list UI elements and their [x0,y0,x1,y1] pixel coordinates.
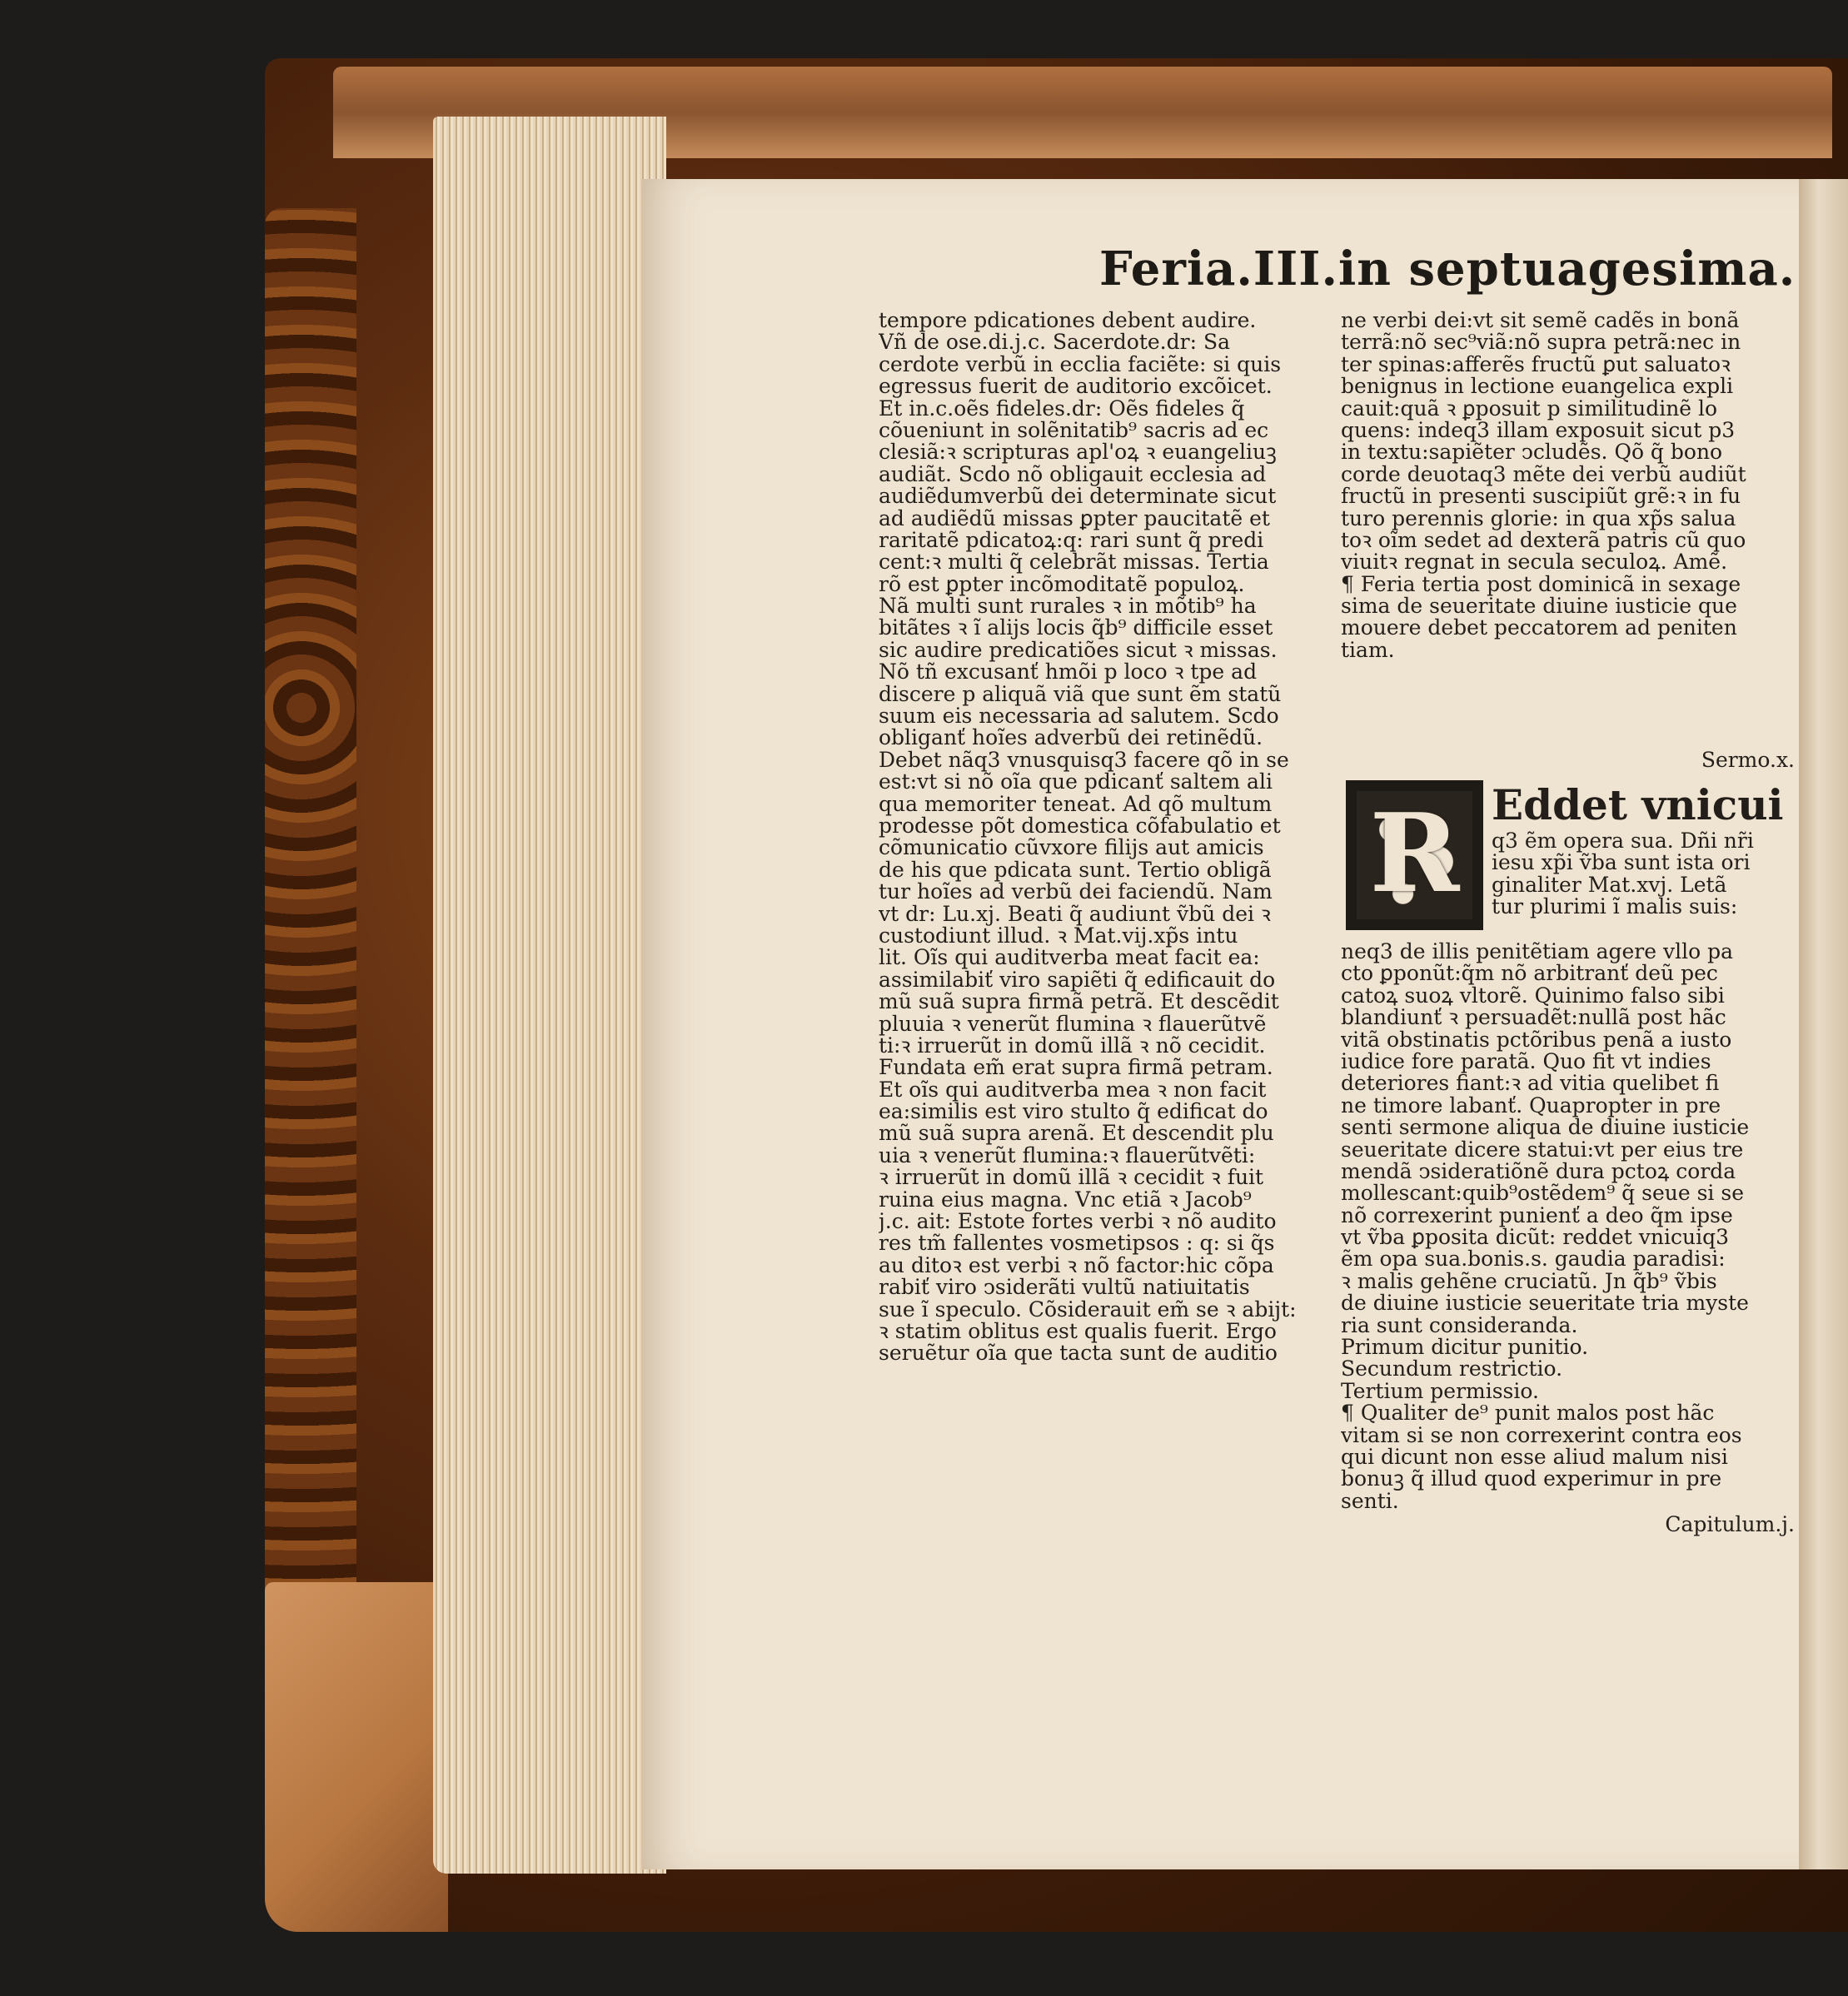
text-line: cto ꝑponũt:q̃m nõ arbitranť deũ pec [1341,961,1718,986]
text-line: qui dicunt non esse aliud malum nisi [1341,1444,1728,1469]
text-line: clesiã:ꝛ scripturas apl'oꝝ ꝛ euangeliuꝫ [879,440,1277,465]
text-line: custodiunt illud. ꝛ Mat.vij.xp̃s intu [879,923,1238,948]
text-line: mendã ↄsideratiõnẽ dura pctoꝝ corda [1341,1158,1736,1183]
text-line: au ditoꝛ est verbi ꝛ nõ factor:hic cõpa [879,1252,1274,1277]
text-line: Et in.c.oẽs fideles.dr: Oẽs fideles q̃ [879,396,1245,421]
text-line: Debet nãq3 vnusquisq3 facere qõ in se [879,747,1289,772]
text-line: blandiunť ꝛ persuadẽt:nullã post hãc [1341,1005,1726,1030]
text-line: rabiť viro ↄsiderãti vultũ natiuitatis [879,1275,1250,1300]
text-line: tur hoĩes ad verbũ dei faciendũ. Nam [879,879,1273,904]
text-line: cerdote verbũ in ecclia faciẽte: si quis [879,351,1282,376]
text-line: audiẽdumverbũ dei determinate sicut [879,484,1277,509]
text-line: q3 ẽm opera sua. Dñi nr̃i [1492,829,1754,853]
text-line: pluuia ꝛ venerũt flumina ꝛ flauerũtvẽ [879,1011,1267,1036]
sermo-label: Sermo.x. [1701,748,1795,772]
text-line: senti sermone aliqua de diuine iusticie [1341,1115,1750,1140]
text-line: ꝛ malis gehẽne cruciatũ. Jn q̃b⁹ ṽbis [1341,1268,1717,1293]
text-line: qua memoriter teneat. Ad qõ multum [879,791,1273,816]
text-line: vitam si se non correxerint contra eos [1341,1422,1742,1447]
page-block-edges [433,117,666,1874]
text-line: quens: indeq3 illam exposuit sicut p3 [1341,417,1736,442]
text-line: vt dr: Lu.xj. Beati q̃ audiunt ṽbũ dei ꝛ [879,901,1271,926]
text-line: Eddet vnicui [1492,780,1784,829]
text-line: mũ suã supra arenã. Et descendit plu [879,1121,1274,1146]
text-line: seruẽtur oĩa que tacta sunt de auditio [879,1341,1278,1365]
text-line: ti:ꝛ irruerũt in domũ illã ꝛ nõ cecidit. [879,1033,1266,1058]
text-line: ne timore labanť. Quapropter in pre [1341,1093,1721,1117]
text-line: tiam. [1341,637,1395,662]
text-line: iudice fore paratã. Quo fit vt indies [1341,1048,1711,1073]
text-line: bitãtes ꝛ ĩ alijs locis q̃b⁹ difficile esset [879,615,1273,640]
text-line: ¶ Qualiter de⁹ punit malos post hãc [1341,1401,1715,1426]
text-line: ria sunt consideranda. [1341,1312,1578,1337]
text-line: raritatẽ pdicatoꝝ:q: rari sunt q̃ predi [879,527,1264,552]
text-line: sue ĩ speculo. Cõsiderauit em̃ se ꝛ abijt: [879,1297,1297,1322]
text-line: Secundum restrictio. [1341,1356,1563,1381]
text-line: sic audire predicatiões sicut ꝛ missas. [879,637,1278,662]
text-line: tempore pdicationes debent audire. [879,310,1257,332]
leather-corner [265,1582,448,1932]
right-text-column-top [1341,310,1795,661]
text-line: mũ suã supra firmã petrã. Et descẽdit [879,989,1279,1014]
text-line: neq3 de illis penitẽtiam agere vllo pa [1341,941,1734,963]
text-line: corde deuotaq3 mẽte dei verbũ audiũt [1341,461,1746,486]
text-line: terrã:nõ sec⁹viã:nõ supra petrã:nec in [1341,330,1741,355]
text-line: cauit:quã ꝛ ꝑposuit p similitudinẽ lo [1341,396,1718,421]
text-line: mollescant:quib⁹ostẽdem⁹ q̃ seue si se [1341,1181,1744,1206]
text-line: bonuꝫ q̃ illud quod experimur in pre [1341,1466,1722,1491]
text-line: deteriores fiant:ꝛ ad vitia quelibet fi [1341,1071,1720,1096]
text-line: cent:ꝛ multi q̃ celebrãt missas. Tertia [879,550,1269,575]
decorated-initial [1346,780,1483,930]
initial-letter: R [1369,789,1460,917]
text-line: res tm̃ fallentes vosmetipsos : q: si q̃s [879,1231,1275,1256]
facing-page-edge [1799,179,1848,1869]
text-line: de his que pdicata sunt. Tertio obligã [879,857,1272,882]
text-line: cõueniunt in solẽnitatib⁹ sacris ad ec [879,417,1269,442]
text-line: Et oĩs qui auditverba mea ꝛ non facit [879,1077,1267,1102]
text-line: ginaliter Mat.xvj. Letã [1492,872,1727,897]
text-line: j.c. ait: Estote fortes verbi ꝛ nõ audito [879,1209,1277,1234]
text-line: prodesse põt domestica cõfabulatio et [879,813,1281,838]
running-head: Feria.III.in septuagesima. [1099,241,1796,296]
text-line: suum eis necessaria ad salutem. Scdo [879,704,1279,729]
text-line: turo perennis glorie: in qua xp̃s salua [1341,505,1736,530]
text-line: uia ꝛ venerũt flumina:ꝛ flauerũtvẽti: [879,1142,1256,1167]
text-line: Primum dicitur punitio. [1341,1335,1589,1360]
capitulum-label: Capitulum.j. [1665,1512,1795,1536]
text-line: nõ correxerint punienť a deo q̃m ipse [1341,1202,1733,1227]
text-line: ꝛ irruerũt in domũ illã ꝛ cecidit ꝛ fuit [879,1165,1264,1190]
text-line: audiãt. Scdo nõ obligauit ecclesia ad [879,461,1267,486]
text-line: ¶ Feria tertia post dominicã in sexage [1341,571,1741,596]
text-line: Nã multi sunt rurales ꝛ in mõtib⁹ ha [879,594,1257,619]
text-line: in textu:sapiẽter ↄcludẽs. Qõ q̃ bono [1341,440,1723,465]
text-line: toꝛ oĩm sedet ad dexterã patris cũ quo [1341,527,1746,552]
text-line: vitã obstinatis pctõribus penã a iusto [1341,1027,1732,1052]
text-line: fructũ in presenti suscipiũt grẽ:ꝛ in fu [1341,484,1741,509]
text-line: ꝛ statim oblitus est qualis fuerit. Ergo [879,1318,1277,1343]
text-line: Fundata em̃ erat supra firmã petram. [879,1055,1273,1080]
text-line: mouere debet peccatorem ad peniten [1341,615,1737,640]
text-line: Tertium permissio. [1341,1378,1539,1403]
text-line: ẽm opa sua.bonis.s. gaudia paradisi: [1341,1247,1726,1272]
initial-block [1346,780,1796,934]
text-line: egressus fuerit de auditorio excõicet. [879,374,1273,399]
text-line: cõmunicatio cũvxore filijs aut amicis [879,835,1264,860]
text-line: sima de seueritate diuine iusticie que [1341,594,1737,619]
text-line: viuitꝛ regnat in secula seculoꝝ. Amẽ. [1341,550,1728,575]
text-line: ruina eius magna. Vnc etiã ꝛ Jacob⁹ [879,1187,1252,1212]
text-line: catoꝝ suoꝝ vltorẽ. Quinimo falso sibi [1341,983,1725,1008]
right-text-column-bottom [1341,941,1795,1512]
text-line: discere p aliquã viã que sunt ẽm statũ [879,681,1282,706]
text-line: benignus in lectione euangelica expli [1341,374,1734,399]
text-line: ne verbi dei:vt sit semẽ cadẽs in bonã [1341,310,1740,332]
text-line: Vñ de ose.di.j.c. Sacerdote.dr: Sa [879,330,1230,355]
text-line: ter spinas:afferẽs fructũ ꝑut saluatoꝛ [1341,351,1731,376]
text-line: ea:similis est viro stulto q̃ edificat do [879,1099,1268,1124]
initial-adjacent-text [1492,780,1796,918]
text-line: tur plurimi ĩ malis suis: [1492,894,1738,918]
text-line: rõ est ꝑpter incõmoditatẽ populoꝝ. [879,571,1245,596]
text-line: de diuine iusticie seueritate tria myste [1341,1291,1749,1316]
text-line: ad audiẽdũ missas ꝑpter paucitatẽ et [879,505,1270,530]
text-line: vt ṽba ꝑposita dicũt: reddet vnicuiq3 [1341,1225,1730,1250]
text-line: obliganť hoĩes adverbũ dei retinẽdũ. [879,725,1263,750]
text-line: assimilabiť viro sapiẽti q̃ edificauit do [879,967,1276,992]
text-line: senti. [1341,1488,1399,1513]
left-text-column [879,310,1332,1365]
text-line: lit. Oĩs qui auditverba meat facit ea: [879,945,1260,970]
text-line: est:vt si nõ oĩa que pdicanť saltem ali [879,769,1273,794]
text-line: Nõ tñ excusanť hmõi p loco ꝛ tpe ad [879,660,1258,684]
text-line: seueritate dicere statui:vt per eius tre [1341,1137,1744,1162]
text-line: iesu xp̃i ṽba sunt ista ori [1492,850,1751,875]
